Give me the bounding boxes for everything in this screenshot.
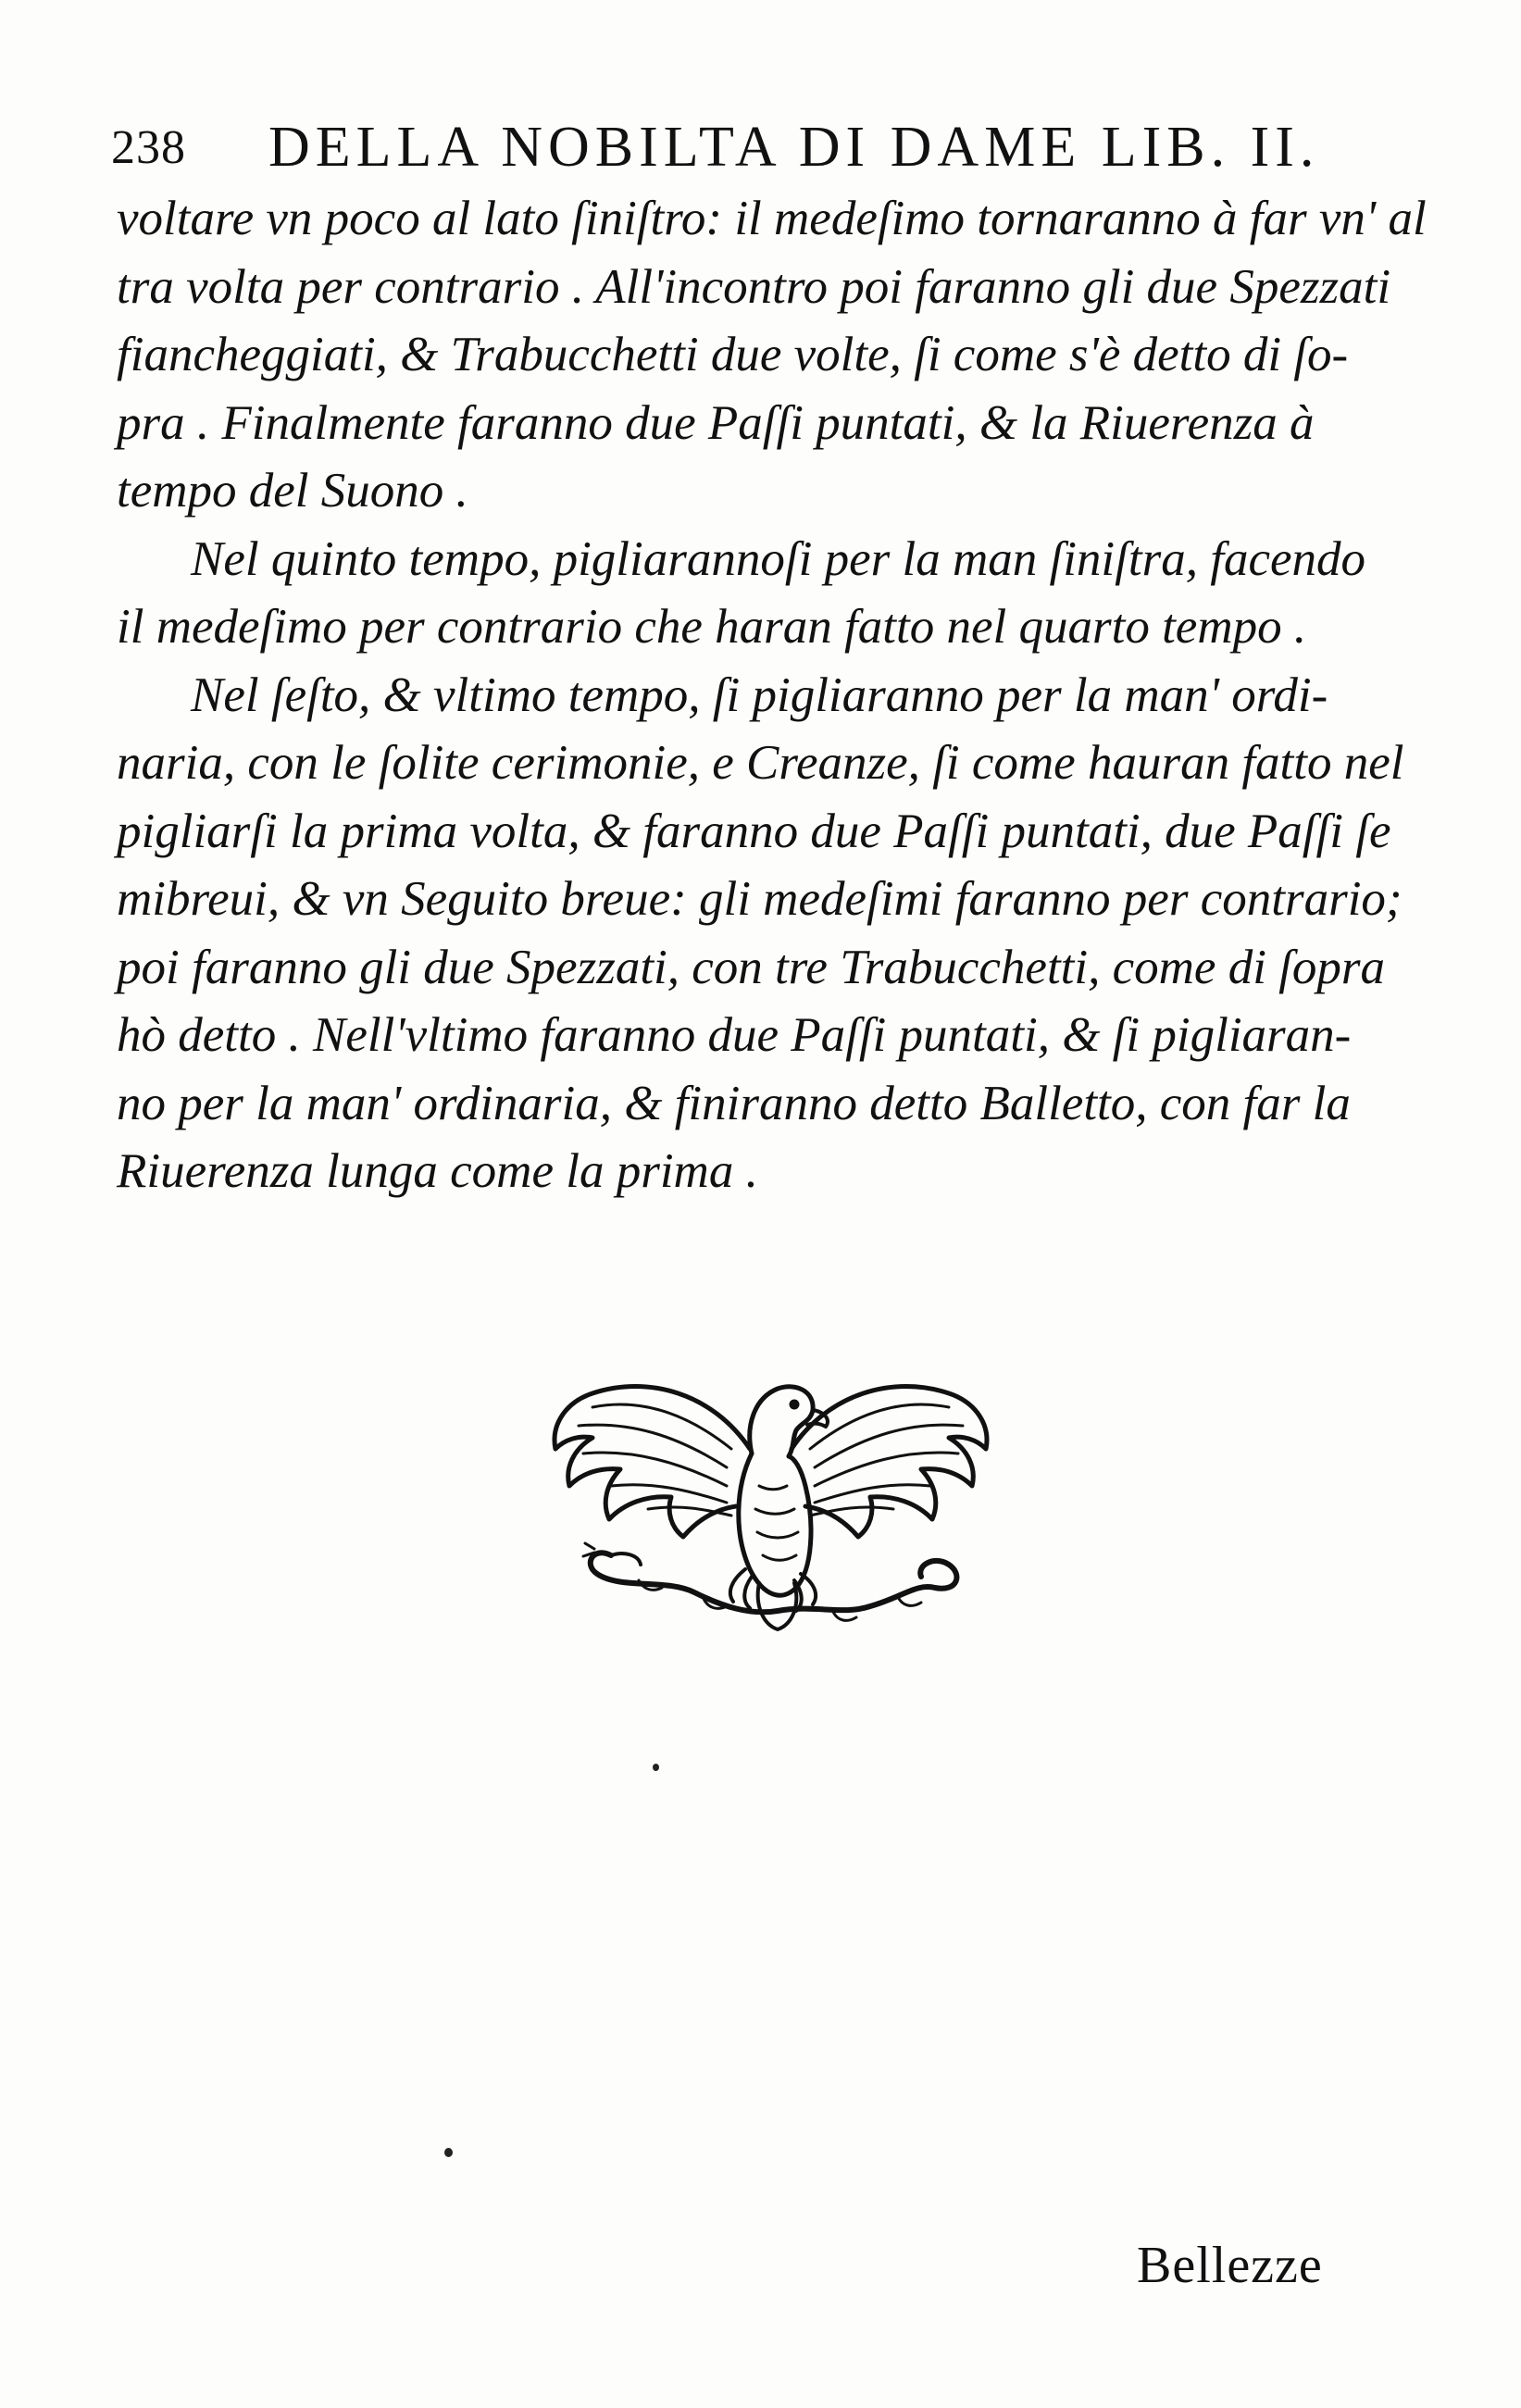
- text-line: hò detto . Nell'vltimo faranno due Paſſi puntati, & ſi pigliaran-: [117, 1008, 1352, 1062]
- running-head: DELLA NOBILTA DI DAME LIB. II.: [268, 116, 1320, 179]
- text-line: pigliarſi la prima volta, & faranno due Paſſi puntati, due Paſſi ſe: [117, 804, 1391, 858]
- text-line: Nel quinto tempo, pigliarannoſi per la man ſiniſtra, facendo: [191, 531, 1365, 586]
- text-line: pra . Finalmente faranno due Paſſi puntati, & la Riuerenza à: [117, 395, 1315, 450]
- ink-speck: [653, 1764, 659, 1771]
- text-line: voltare vn poco al lato ſiniſtro: il medeſimo tornaranno à far vn' al: [117, 192, 1427, 245]
- text-line: mibreui, & vn Seguito breue: gli medeſimi faranno per contrario;: [117, 872, 1403, 926]
- text-line: fiancheggiati, & Trabucchetti due volte, ſi come s'è detto di ſo-: [117, 328, 1349, 381]
- ink-speck: [444, 2148, 453, 2157]
- text-line: il medeſimo per contrario che haran fatto nel quarto tempo .: [117, 600, 1307, 654]
- catchword: Bellezze: [1137, 2237, 1323, 2294]
- text-line: naria, con le ſolite cerimonie, e Creanze, ſi come hauran fatto nel: [117, 736, 1404, 790]
- eagle-with-serpent-icon: [537, 1338, 1000, 1653]
- page-header: [111, 111, 1320, 194]
- page-number: 238: [111, 121, 186, 174]
- text-line: tempo del Suono .: [117, 464, 468, 518]
- text-line: poi faranno gli due Spezzati, con tre Trabucchetti, come di ſopra: [117, 940, 1386, 994]
- text-line: Riuerenza lunga come la prima .: [117, 1144, 758, 1198]
- text-line: Nel ſeſto, & vltimo tempo, ſi pigliaranno per la man' ordi-: [191, 668, 1328, 722]
- text-line: no per la man' ordinaria, & finiranno detto Balletto, con far la: [117, 1076, 1351, 1130]
- body-text: [117, 185, 1427, 1206]
- text-line: tra volta per contrario . All'incontro poi faranno gli due Spezzati: [117, 259, 1391, 314]
